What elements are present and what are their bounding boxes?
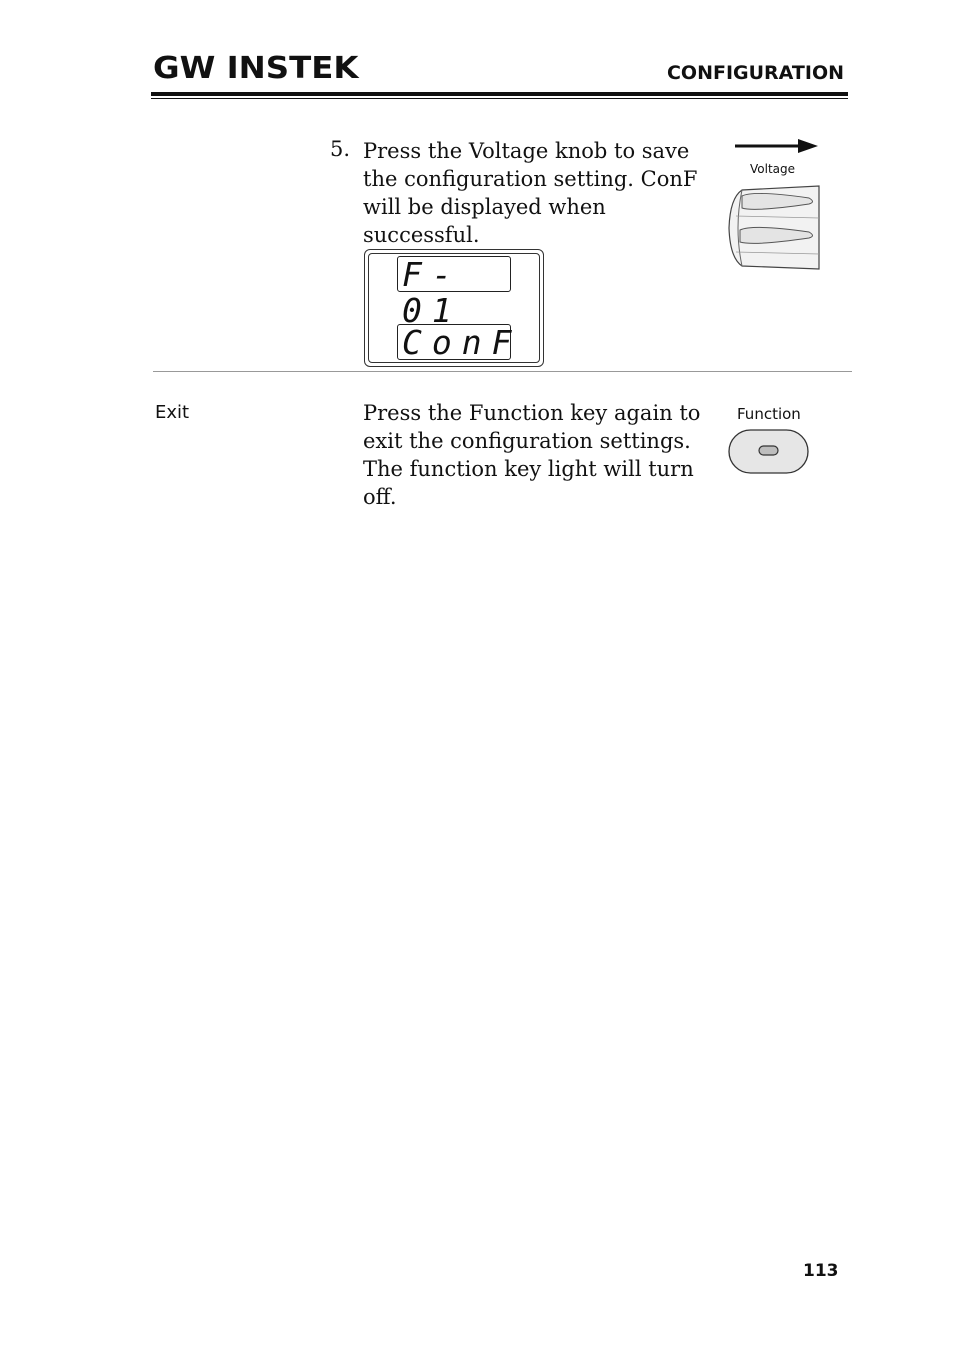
voltage-knob-label: Voltage [750, 162, 796, 176]
page-number: 113 [803, 1261, 839, 1281]
step-number: 5. [330, 137, 351, 161]
header-rule [151, 92, 848, 96]
function-key-label: Function [737, 405, 801, 423]
display-line-1: F-01 [397, 256, 511, 292]
section-title: CONFIGURATION [666, 62, 844, 84]
display-line-2: ConF [397, 324, 511, 360]
brand-logo: GW INSTEK [153, 51, 359, 86]
voltage-knob-icon [724, 138, 824, 272]
exit-text: Press the Function key again to exit the configuration settings. The function key light will turn off. [363, 401, 701, 509]
exit-label: Exit [155, 402, 190, 423]
section-divider [153, 371, 852, 372]
function-key-icon [727, 428, 811, 476]
step-5-text: Press the Voltage knob to save the configuration setting. ConF will be displayed when successful. [363, 139, 698, 247]
header-rule-thin [151, 98, 848, 99]
